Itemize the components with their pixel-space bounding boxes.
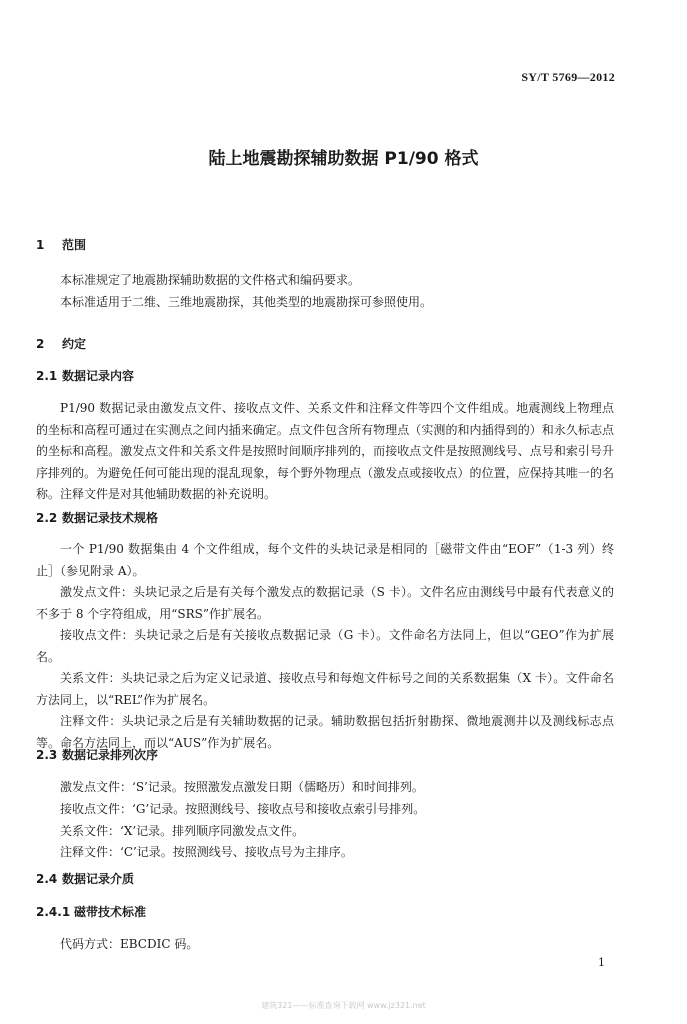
section-title: 约定 [62,337,87,351]
page-number: 1 [598,956,605,969]
list-line: 关系文件：‘X’记录。排列顺序同激发点文件。 [60,824,305,838]
watermark-text: 建筑321——标准查询下载网 www.jz321.net [261,1001,426,1010]
standard-code: SY/T 5769—2012 [521,70,615,84]
section-2-4-heading [36,870,134,887]
section-2-2-heading [36,509,158,526]
paragraph: 本标准规定了地震勘探辅助数据的文件格式和编码要求。 [60,273,361,287]
paragraph: 激发点文件：头块记录之后是有关每个激发点的数据记录（S 卡）。文件名应由测线号中最有代表意义的不多于 8 个字符组成，用“SRS”作扩展名。 [36,585,614,621]
section-number: 2.3 [36,748,58,762]
section-number: 2 [36,337,45,351]
paragraph: 一个 P1/90 数据集由 4 个文件组成，每个文件的头块记录是相同的［磁带文件由“EOF”（1-3 列）终止］（参见附录 A）。 [36,542,614,578]
section-title: 数据记录介质 [62,872,135,886]
list-line: 代码方式：EBCDIC 码。 [60,937,199,951]
list-line: 接收点文件：‘G’记录。按照测线号、接收点号和接收点索引号排列。 [60,802,426,816]
section-number: 2.4.1 [36,905,71,919]
section-title: 范围 [62,238,87,252]
section-2-4-1-heading [36,903,146,920]
section-2-1-heading [36,367,134,384]
section-number: 2.2 [36,511,58,525]
section-1-heading [36,236,86,253]
section-number: 2.4 [36,872,58,886]
list-line: 注释文件：‘C’记录。按照测线号、接收点号为主排序。 [60,845,353,859]
section-title: 数据记录排列次序 [62,748,159,762]
section-number: 2.1 [36,369,58,383]
document-title: 陆上地震勘探辅助数据 P1/90 格式 [208,149,479,169]
paragraph: 接收点文件：头块记录之后是有关接收点数据记录（G 卡）。文件命名方法同上，但以“GEO”作为扩展名。 [36,628,614,664]
paragraph: 注释文件：头块记录之后是有关辅助数据的记录。辅助数据包括折射勘探、微地震测井以及测线标志点等。命名方法同上，而以“AUS”作为扩展名。 [36,714,614,750]
section-title: 磁带技术标准 [74,905,147,919]
section-2-heading [36,335,86,352]
section-title: 数据记录技术规格 [62,511,159,525]
paragraph: P1/90 数据记录由激发点文件、接收点文件、关系文件和注释文件等四个文件组成。地震测线上物理点的坐标和高程可通过在实测点之间内插来确定。点文件包含所有物理点（实测的和内插得到的）和永久标志点的坐标和高程。激发点文件和关系文件是按照时间顺序排列的，而接收点文件是按照测线号、点号和索引号升序排列的。为避免任何可能出现的混乱现象，每个野外物理点（激发点或接收点）的位置，应保持其唯一的名称。注释文件是对其他辅助数据的补充说明。 [36,401,614,501]
paragraph: 本标准适用于二维、三维地震勘探，其他类型的地震勘探可参照使用。 [60,295,433,309]
section-title: 数据记录内容 [62,369,135,383]
section-2-3-heading [36,746,158,763]
list-line: 激发点文件：‘S’记录。按照激发点激发日期（儒略历）和时间排列。 [60,780,424,794]
paragraph: 关系文件：头块记录之后为定义记录道、接收点号和每炮文件标号之间的关系数据集（X 卡）。文件命名方法同上，以“REL”作为扩展名。 [36,671,614,707]
section-number: 1 [36,238,45,252]
